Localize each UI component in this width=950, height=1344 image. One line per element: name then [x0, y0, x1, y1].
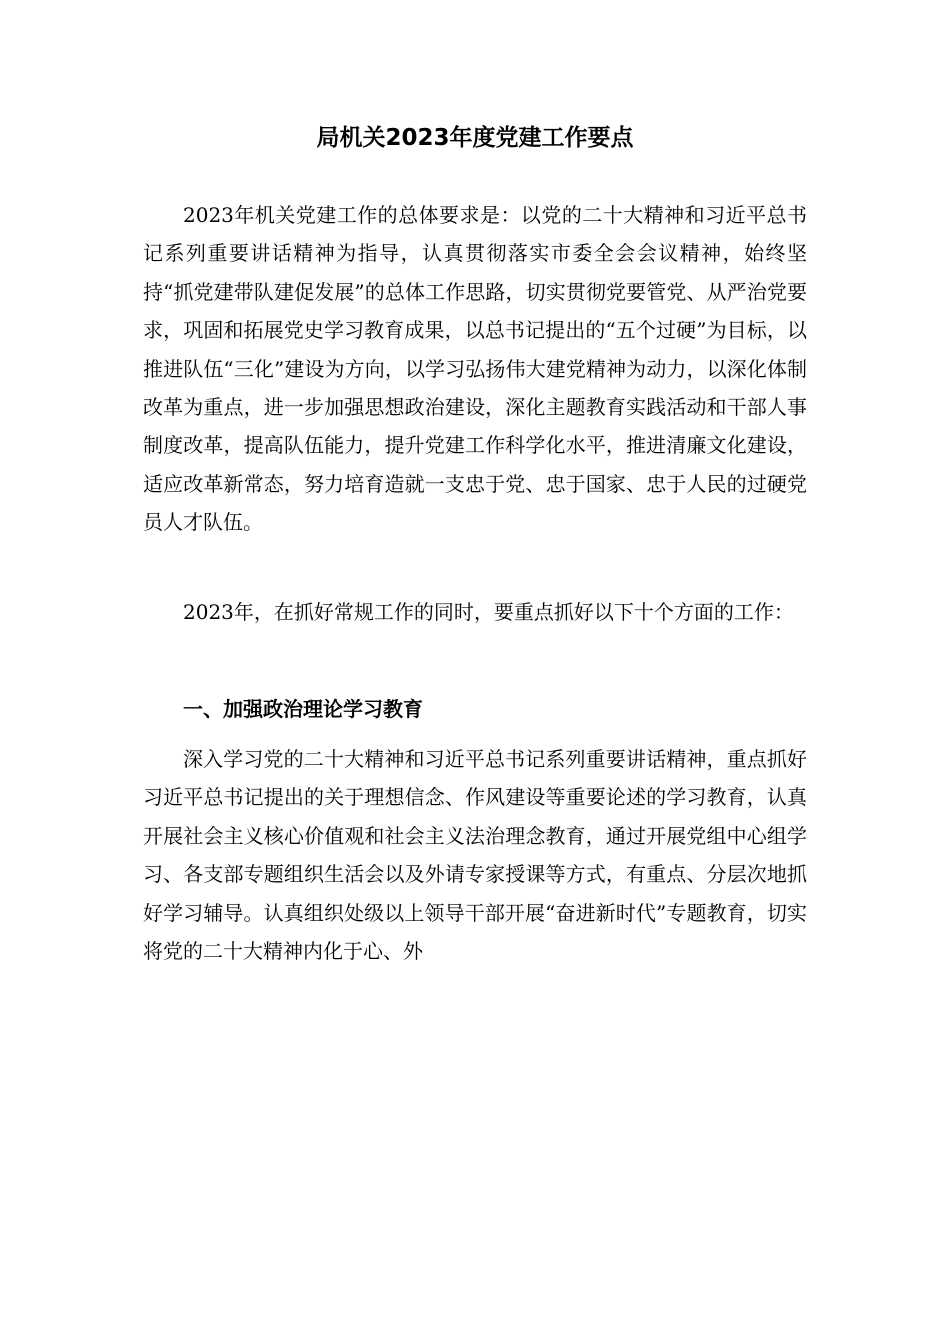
section-heading: 一、加强政治理论学习教育: [183, 697, 423, 721]
focus-paragraph: 2023年，在抓好常规工作的同时，要重点抓好以下十个方面的工作：: [183, 600, 794, 624]
page-title: 局机关2023年度党建工作要点: [316, 125, 634, 151]
intro-paragraph: 2023年机关党建工作的总体要求是：以党的二十大精神和习近平总书记系列重要讲话精神为指导，认真贯彻落实市委全会会议精神，始终坚持“抓党建带队建促发展”的总体工作思路，切实贯彻党要管党、从严治党要求，巩固和拓展党史学习教育成果，以总书记提出的“五个过硬”为目标，以推进队伍“三化”建设为方向，以学习弘扬伟大建党精神为动力，以深化体制改革为重点，进一步加强思想政治建设，深化主题教育实践活动和干部人事制度改革，提高队伍能力，提升党建工作科学化水平，推进清廉文化建设，适应改革新常态，努力培育造就一支忠于党、忠于国家、忠于人民的过硬党员人才队伍。: [143, 203, 807, 535]
section-paragraph: 深入学习党的二十大精神和习近平总书记系列重要讲话精神，重点抓好习近平总书记提出的关于理想信念、作风建设等重要论述的学习教育，认真开展社会主义核心价值观和社会主义法治理念教育，通过开展党组中心组学习、各支部专题组织生活会以及外请专家授课等方式，有重点、分层次地抓好学习辅导。认真组织处级以上领导干部开展“奋进新时代”专题教育，切实将党的二十大精神内化于心、外: [143, 747, 807, 964]
